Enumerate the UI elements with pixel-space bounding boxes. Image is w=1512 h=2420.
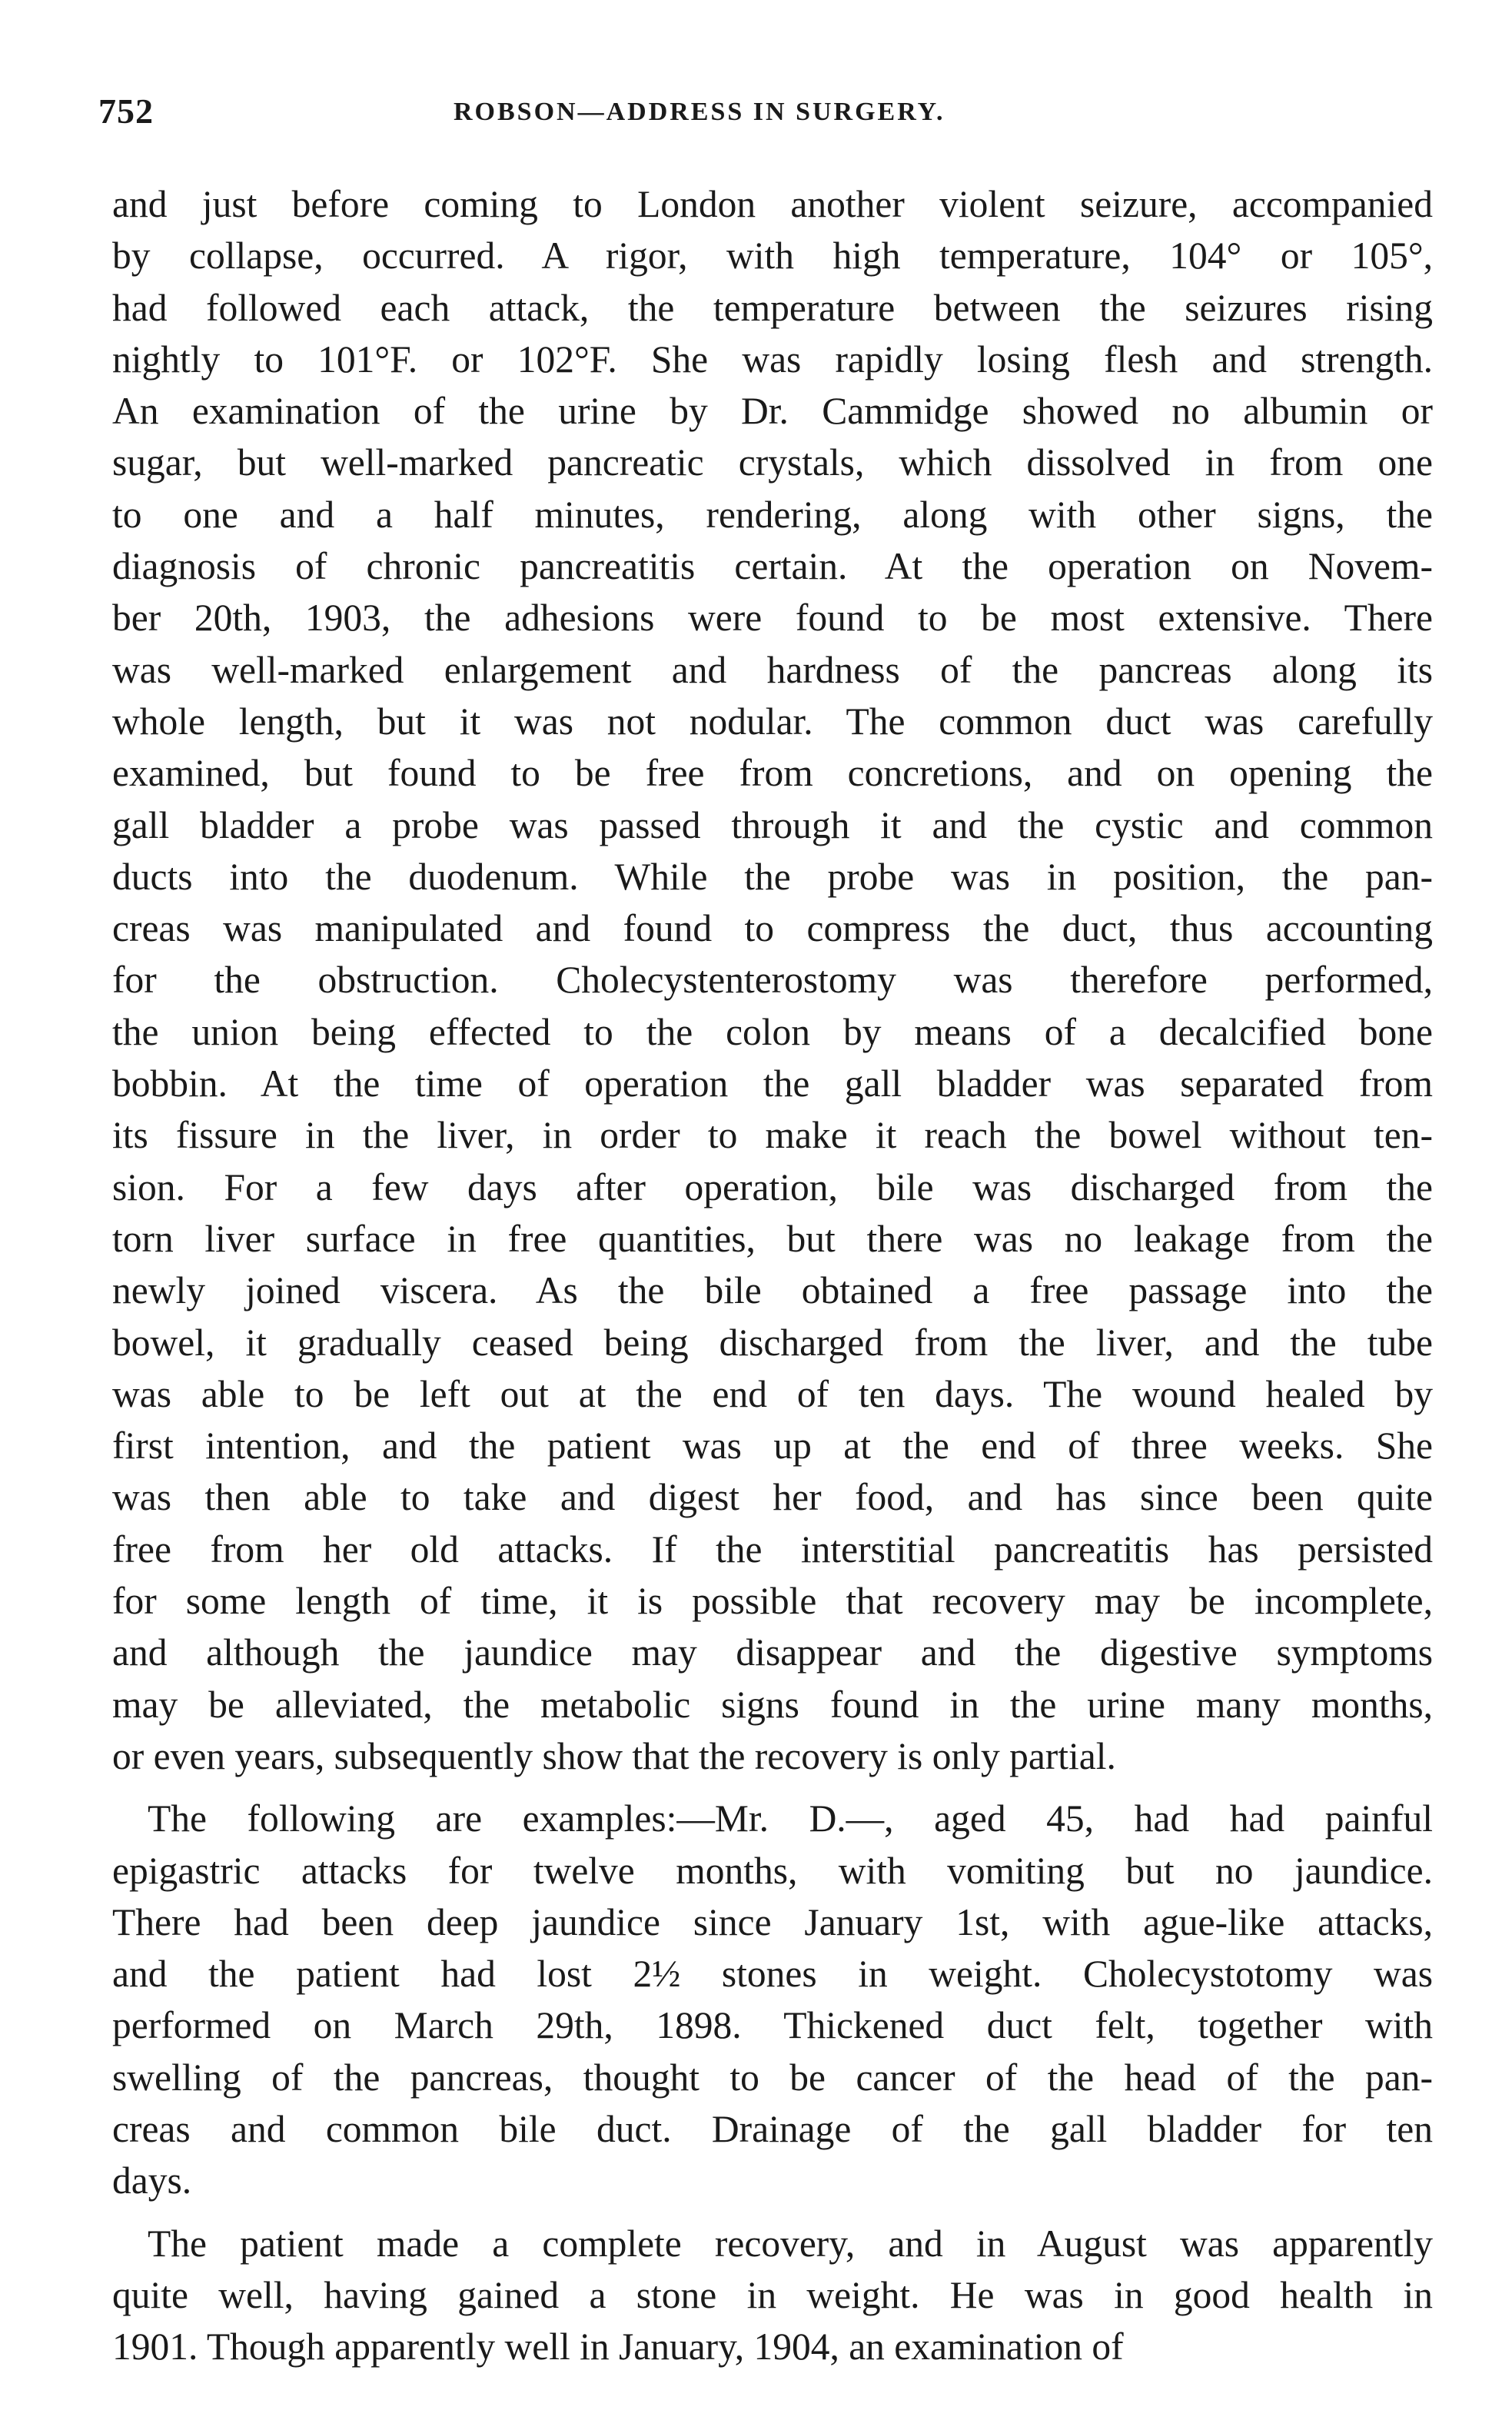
text-line: was then able to take and digest her food, and has since been quite [112,1476,1433,1519]
text-line: the union being effected to the colon by means of a decalcified bone [112,1010,1433,1053]
paragraph-gap [112,1782,1433,1793]
text-line: An examination of the urine by Dr. Cammidge showed no albumin or [112,390,1433,433]
text-line: epigastric attacks for twelve months, with vomiting but no jaundice. [112,1849,1433,1892]
body-text [112,178,1433,2372]
text-line: There had been deep jaundice since January 1st, with ague-like attacks, [112,1900,1433,1943]
text-line: was well-marked enlargement and hardness of the pancreas along its [112,648,1433,691]
text-line: The following are examples:—Mr. D.—, aged 45, had had painful [148,1797,1433,1840]
running-title: ROBSON—ADDRESS IN SURGERY. [454,98,945,126]
page-header [0,91,1512,152]
text-line: creas and common bile duct. Drainage of the gall bladder for ten [112,2107,1433,2150]
text-line: diagnosis of chronic pancreatitis certain. At the operation on Novem- [112,545,1433,588]
text-line: for some length of time, it is possible that recovery may be incomplete, [112,1580,1433,1623]
text-line: and the patient had lost 2½ stones in weight. Cholecystotomy was [112,1953,1433,1996]
text-line: torn liver surface in free quantities, but there was no leakage from the [112,1217,1433,1260]
paragraph [112,2218,1433,2373]
text-line: swelling of the pancreas, thought to be cancer of the head of the pan- [112,2056,1433,2099]
text-line: to one and a half minutes, rendering, along with other signs, the [112,493,1433,536]
text-line: free from her old attacks. If the interstitial pancreatitis has persisted [112,1527,1433,1571]
text-line: gall bladder a probe was passed through it and the cystic and common [112,803,1433,846]
text-line: or even years, subsequently show that the recovery is only partial. [112,1734,1116,1777]
text-line: for the obstruction. Cholecystenterostomy was therefore performed, [112,959,1433,1002]
text-line: first intention, and the patient was up at the end of three weeks. She [112,1424,1433,1468]
text-line: bobbin. At the time of operation the gall bladder was separated from [112,1062,1433,1105]
paragraph-gap [112,2207,1433,2218]
text-line: examined, but found to be free from concretions, and on opening the [112,752,1433,795]
text-line: nightly to 101°F. or 102°F. She was rapidly losing flesh and strength. [112,337,1433,381]
paragraph [112,178,1433,1782]
text-line: and although the jaundice may disappear and the digestive symptoms [112,1631,1433,1674]
text-line: days. [112,2159,192,2202]
text-line: quite well, having gained a stone in weight. He was in good health in [112,2273,1433,2316]
text-line: sugar, but well-marked pancreatic crystals, which dissolved in from one [112,441,1433,484]
text-line: and just before coming to London another violent seizure, accompanied [112,183,1433,225]
text-line: 1901. Though apparently well in January, 1904, an examination of [112,2325,1124,2368]
page-number: 752 [98,91,154,131]
text-line: had followed each attack, the temperature between the seizures rising [112,286,1433,329]
text-line: sion. For a few days after operation, bile was discharged from the [112,1165,1433,1208]
text-line: newly joined viscera. As the bile obtained a free passage into the [112,1269,1433,1312]
paragraph [112,1793,1433,2206]
text-line: by collapse, occurred. A rigor, with high temperature, 104° or 105°, [112,234,1433,278]
text-line: ducts into the duodenum. While the probe was in position, the pan- [112,855,1433,898]
text-line: was able to be left out at the end of ten days. The wound healed by [112,1372,1433,1415]
text-line: bowel, it gradually ceased being discharged from the liver, and the tube [112,1321,1433,1364]
text-line: creas was manipulated and found to compress the duct, thus accounting [112,907,1433,950]
text-line: The patient made a complete recovery, and in August was apparently [148,2222,1433,2265]
text-line: its fissure in the liver, in order to make it reach the bowel without ten- [112,1114,1433,1157]
text-line: performed on March 29th, 1898. Thickened duct felt, together with [112,2004,1433,2047]
text-line: whole length, but it was not nodular. The common duct was carefully [112,700,1433,743]
text-line: ber 20th, 1903, the adhesions were found to be most extensive. There [112,597,1433,640]
text-line: may be alleviated, the metabolic signs found in the urine many months, [112,1683,1433,1726]
